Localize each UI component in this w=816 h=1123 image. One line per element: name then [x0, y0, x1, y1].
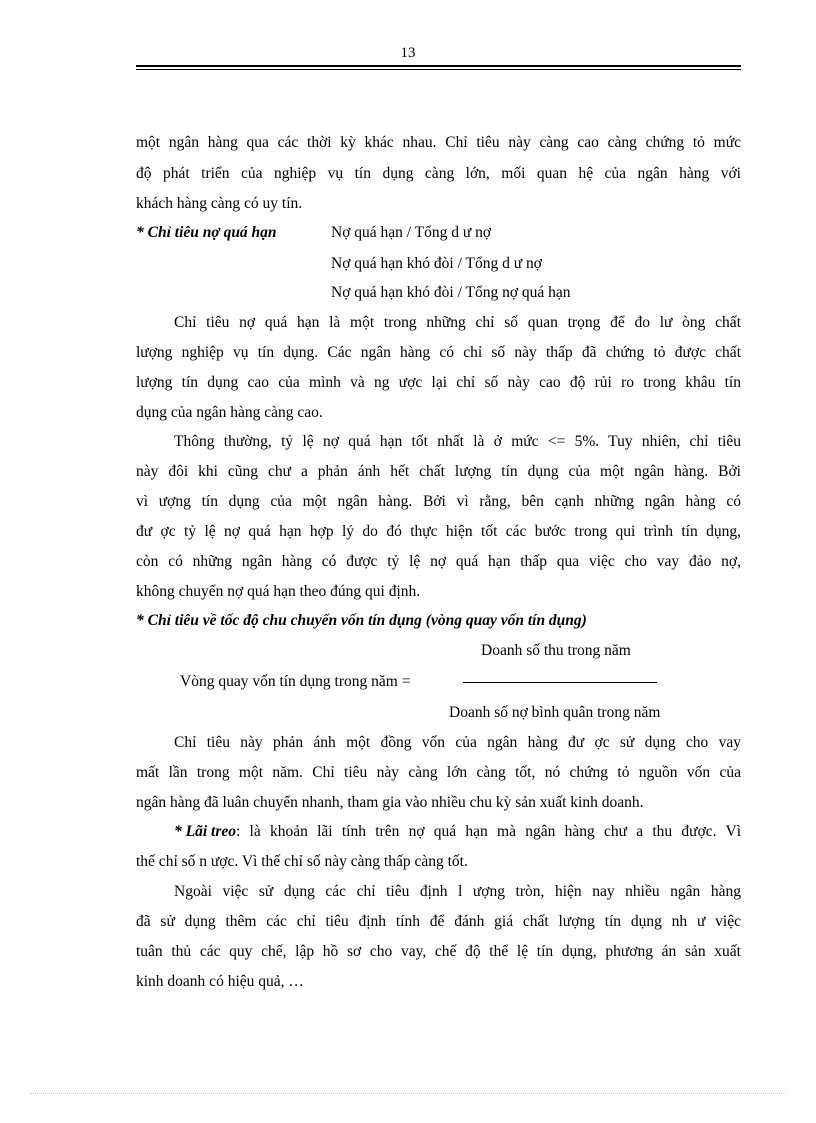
- para5-line2: đã sử dụng thêm các chỉ tiêu định tính để đánh giá chất lượng tín dụng nh ư việc: [136, 913, 741, 930]
- formula-fraction-bar: [463, 682, 657, 683]
- para1-line3: khách hàng càng có uy tín.: [136, 195, 303, 212]
- npl-formula-1: Nợ quá hạn / Tổng d ư nợ: [331, 224, 492, 241]
- npl-formula-3: Nợ quá hạn khó đòi / Tổng nợ quá hạn: [331, 284, 571, 301]
- para4-line1: Chỉ tiêu này phản ánh một đồng vốn của ngân hàng đư ợc sử dụng cho vay: [174, 734, 741, 751]
- interest-line1: [174, 822, 741, 842]
- npl-formula-2: Nợ quá hạn khó đòi / Tổng d ư nợ: [331, 255, 542, 272]
- para3-line4: đư ợc tỷ lệ nợ quá hạn hợp lý do đó thực hiện tốt các bước trong qui trình tín dụng,: [136, 523, 741, 540]
- header-rule-thin: [136, 69, 741, 70]
- para5-line4: kinh doanh có hiệu quả, …: [136, 973, 304, 990]
- para2-line2: lượng nghiệp vụ tín dụng. Các ngân hàng có chỉ số này thấp đã chứng tỏ được chất: [136, 344, 741, 361]
- header-rule-thick: [136, 65, 741, 67]
- para3-line1: Thông thường, tỷ lệ nợ quá hạn tốt nhất là ở mức <= 5%. Tuy nhiên, chỉ tiêu: [174, 433, 741, 450]
- para1-line1: một ngân hàng qua các thời kỳ khác nhau. Chỉ tiêu này càng cao càng chứng tỏ mức: [136, 134, 741, 151]
- page-bottom-border: [30, 1093, 786, 1094]
- formula-lhs: Vòng quay vốn tín dụng trong năm =: [180, 673, 411, 690]
- interest-label: * Lãi treo: [174, 823, 236, 840]
- para3-line6: không chuyển nợ quá hạn theo đúng qui định.: [136, 583, 421, 600]
- turnover-heading: * Chỉ tiêu về tốc độ chu chuyển vốn tín dụng (vòng quay vốn tín dụng): [136, 612, 587, 629]
- para2-line1: Chỉ tiêu nợ quá hạn là một trong những chỉ số quan trọng để đo lư òng chất: [174, 314, 741, 331]
- para3-line2: này đôi khi cũng chư a phản ánh hết chất lượng tín dụng của một ngân hàng. Bởi: [136, 463, 741, 480]
- para2-line4: dụng của ngân hàng càng cao.: [136, 404, 323, 421]
- npl-heading: * Chỉ tiêu nợ quá hạn: [136, 224, 277, 241]
- interest-line1-rest: : là khoản lãi tính trên nợ quá hạn mà ngân hàng chư a thu được. Vì: [236, 823, 741, 840]
- formula-numerator: Doanh số thu trong năm: [481, 642, 631, 659]
- para5-line1: Ngoài việc sử dụng các chỉ tiêu định l ượng tròn, hiện nay nhiều ngân hàng: [174, 883, 741, 900]
- para4-line3: ngân hàng đã luân chuyển nhanh, tham gia vào nhiều chu kỳ sản xuất kinh doanh.: [136, 794, 644, 811]
- formula-denominator: Doanh số nợ bình quân trong năm: [449, 704, 661, 721]
- interest-line2: thế chỉ số n ược. Vì thế chỉ số này càng thấp càng tốt.: [136, 853, 468, 870]
- para3-line3: vì ượng tín dụng của một ngân hàng. Bởi vì rằng, bên cạnh những ngân hàng có: [136, 493, 741, 510]
- para5-line3: tuân thủ các quy chế, lập hồ sơ cho vay, chế độ thể lệ tín dụng, phương án sản xuất: [136, 943, 741, 960]
- para4-line2: mất lần trong một năm. Chỉ tiêu này càng lớn càng tốt, nó chứng tỏ nguồn vốn của: [136, 764, 741, 781]
- para3-line5: còn có những ngân hàng có được tỷ lệ nợ quá hạn thấp qua việc cho vay đảo nợ,: [136, 553, 741, 570]
- page-number: 13: [400, 45, 416, 61]
- para2-line3: lượng tín dụng cao của mình và ng ược lại chỉ số này cao độ rủi ro trong khâu tín: [136, 374, 741, 391]
- para1-line2: độ phát triển của nghiệp vụ tín dụng càng lớn, mối quan hệ của ngân hàng với: [136, 165, 741, 182]
